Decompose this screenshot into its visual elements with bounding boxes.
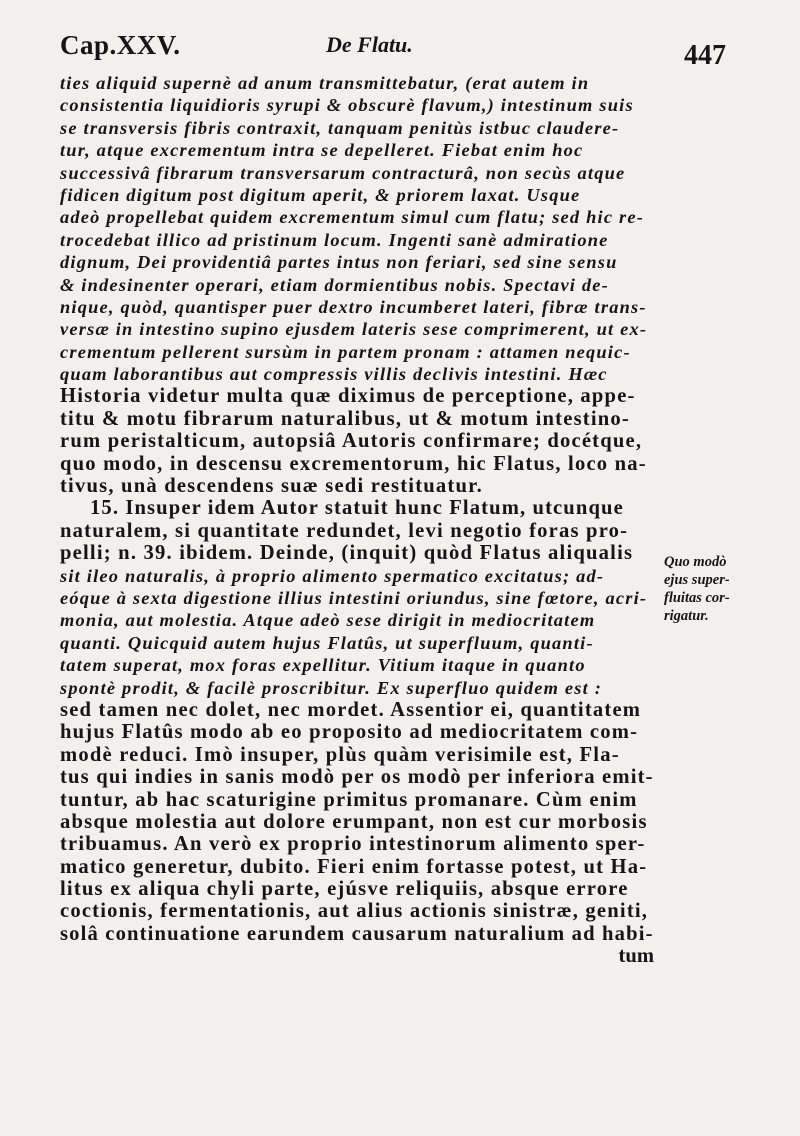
text-line: hujus Flatûs modo ab eo proposito ad mediocritatem com- bbox=[60, 721, 639, 744]
chapter-heading: Cap.XXV. bbox=[60, 30, 181, 60]
text-line: & indesinenter operari, etiam dormientibus nobis. Spectavi de- bbox=[60, 274, 609, 295]
text-line: quanti. Quicquid autem hujus Flatûs, ut superfluum, quanti- bbox=[60, 632, 594, 653]
margin-note bbox=[664, 553, 794, 625]
margin-note-line: fluitas cor- bbox=[664, 590, 730, 606]
text-line: eóque à sexta digestione illius intestini oriundus, sine fœtore, acri- bbox=[60, 587, 648, 608]
text-line: fidicen digitum post digitum aperit, & priorem laxat. Usque bbox=[60, 184, 581, 205]
text-line: coctionis, fermentationis, aut alius actionis sinistræ, geniti, bbox=[60, 900, 649, 923]
margin-note-line: ejus super- bbox=[664, 572, 730, 588]
text-line: trocedebat illico ad pristinum locum. Ingenti sanè admiratione bbox=[60, 229, 609, 250]
text-line: monia, aut molestia. Atque adeò sese dirigit in mediocritatem bbox=[60, 610, 596, 631]
text-line: tum bbox=[618, 945, 654, 968]
text-line: Historia videtur multa quæ diximus de perceptione, appe- bbox=[60, 385, 636, 408]
text-line: tur, atque excrementum intra se depelleret. Fiebat enim hoc bbox=[60, 140, 584, 161]
page-header bbox=[60, 30, 726, 74]
text-line: crementum pellerent sursùm in partem pronam : attamen nequic- bbox=[60, 341, 631, 362]
text-line: quo modo, in descensu excrementorum, hic Flatus, loco na- bbox=[60, 452, 647, 475]
running-title: De Flatu. bbox=[326, 32, 413, 57]
text-line: rum peristalticum, autopsiâ Autoris confirmare; docétque, bbox=[60, 430, 643, 453]
text-line: versæ in intestino supino ejusdem lateris sese comprimerent, ut ex- bbox=[60, 319, 648, 340]
text-line: naturalem, si quantitate redundet, levi negotio foras pro- bbox=[60, 519, 629, 542]
text-line: nique, quòd, quantisper puer dextro incumberet lateri, fibræ trans- bbox=[60, 296, 647, 317]
text-line: pelli; n. 39. ibidem. Deinde, (inquit) quòd Flatus aliqualis bbox=[60, 542, 634, 565]
text-line: consistentia liquidioris syrupi & obscurè flavum,) intestinum suis bbox=[60, 95, 634, 116]
body-text bbox=[60, 72, 654, 968]
text-line: solâ continuatione earundem causarum naturalium ad habi- bbox=[60, 922, 654, 945]
text-line: sed tamen nec dolet, nec mordet. Assentior ei, quantitatem bbox=[60, 698, 642, 721]
text-line: tus qui indies in sanis modò per os modò per inferiora emit- bbox=[60, 766, 654, 789]
text-line: ties aliquid supernè ad anum transmittebatur, (erat autem in bbox=[60, 73, 590, 93]
margin-note-line: rigatur. bbox=[664, 608, 709, 624]
text-line: tatem superat, mox foras expellitur. Vitium itaque in quanto bbox=[60, 655, 586, 676]
text-line: matico generetur, dubito. Fieri enim fortasse potest, ut Ha- bbox=[60, 855, 648, 878]
text-line: 15. Insuper idem Autor statuit hunc Flatum, utcunque bbox=[90, 497, 624, 520]
text-line: tuntur, ab hac scaturigine primitus promanare. Cùm enim bbox=[60, 788, 638, 811]
text-line: absque molestia aut dolore erumpant, non est cur morbosis bbox=[60, 810, 648, 833]
margin-note-line: Quo modò bbox=[664, 554, 727, 570]
text-line: successivâ fibrarum transversarum contracturâ, non secùs atque bbox=[60, 162, 626, 183]
text-line: titu & motu fibrarum naturalibus, ut & motum intestino- bbox=[60, 407, 630, 430]
text-line: litus ex aliqua chyli parte, ejúsve reliquiis, absque errore bbox=[60, 878, 629, 901]
text-line: adeò propellebat quidem excrementum simul cum flatu; sed hic re- bbox=[60, 207, 645, 228]
text-line: modè reduci. Imò insuper, plùs quàm verisimile est, Fla- bbox=[60, 743, 620, 766]
text-line: dignum, Dei providentiâ partes intus non feriari, sed sine sensu bbox=[60, 252, 618, 273]
page-number: 447 bbox=[684, 40, 726, 71]
text-line: quam laborantibus aut compressis villis declivis intestini. Hæc bbox=[60, 364, 608, 385]
text-line: tivus, unà descendens suæ sedi restituatur. bbox=[60, 475, 483, 498]
text-line: se transversis fibris contraxit, tanquam penitùs istbuc claudere- bbox=[60, 117, 620, 138]
text-line: spontè prodit, & facilè proscribitur. Ex superfluo quidem est : bbox=[60, 677, 603, 698]
text-line: tribuamus. An verò ex proprio intestinorum alimento sper- bbox=[60, 833, 646, 856]
text-line: sit ileo naturalis, à proprio alimento spermatico excitatus; ad- bbox=[60, 565, 605, 586]
